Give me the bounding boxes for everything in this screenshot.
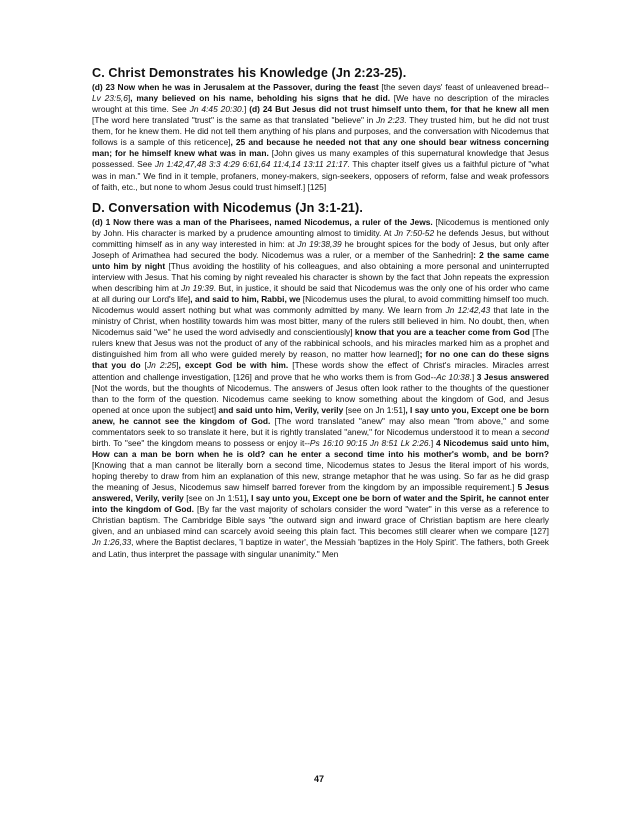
commentary-text: [The word translated "anew" may also mean "from above," and some commentators seek to so translate it here, but it is rightly translated "anew," for Nicodemus understood it to mean a [92,415,549,437]
section-heading-c: C. Christ Demonstrates his Knowledge (Jn 2:23-25). [92,66,407,80]
scripture-text: (d) 23 Now when he was in Jerusalem at the Passover, during the feast [92,82,379,92]
commentary-text: birth. To "see" the kingdom means to possess or enjoy it-- [92,437,310,448]
scripture-text: and said unto him, Verily, verily [216,404,344,415]
scripture-reference: Ac 10:38 [436,371,470,382]
commentary-text: . They trusted him, but he did not trust them, for he knew them. He did not tell them anything of his plans and purposes, and the conversation with Nicodemus that follows is a sample of this reticence] [92,115,549,148]
scripture-reference: Jn 1:42,47,48 3:3 4:29 6:61,64 11:4,14 13:11 21:17 [154,159,348,170]
commentary-text: that late in the ministry of Christ, when hostility towards him was most bitter, many of the rulers still believed in him. No doubt, then, when Nicodemus said "we" he used the word advisedly and conscientiously] [92,305,549,338]
scripture-text: , 25 and because he needed not that any one should bear witness concerning man; for he himself knew what was in man. [92,137,549,159]
section-heading-d: D. Conversation with Nicodemus (Jn 3:1-21). [92,200,363,215]
commentary-text: [see on Jn 1:51] [183,493,247,504]
scripture-text: 5 Jesus answered, Verily, verily [92,482,550,504]
commentary-text: [Nicodemus is mentioned only by John. His character is marked by a prudence amounting almost to timidity. At [92,216,549,238]
commentary-text: [By far the vast majority of scholars consider the word "water" in this verse as a reference to Christian baptism. The Cambridge Bible says "the outward sign and inward grace of Christian baptism are here clearly given, and an unbiased mind can scarcely avoid seeing this plain fact. This becomes still clearer when we compare [127] [92,504,549,537]
scripture-reference: Jn 19:38,39 [297,238,342,249]
commentary-text: he brought spices for the body of Jesus, but only after Joseph of Arimathea had secured the body. Nicodemus was a ruler, or a member of the Sanhedrin] [92,238,549,260]
commentary-text: [John gives us many examples of this supernatural knowledge that Jesus possessed. See [92,148,549,170]
scripture-reference: Jn 2:25 [146,360,177,371]
commentary-text: .] [469,371,477,382]
scripture-text: 4 Nicodemus said unto him, How can a man be born when he is old? can he enter a second time into his mother's womb, and be born? [92,437,550,459]
section-paragraph-c [92,82,549,193]
scripture-reference: Jn 19:39 [181,283,214,293]
scripture-reference: Jn 4:45 20:30 [189,104,242,115]
commentary-text: [Thus avoiding the hostility of his colleagues, and also obtaining a more personal and uninterrupted interview with Jesus. That his coming by night revealed his character is shown by the fact that John repeats the expression when describing him at [92,260,549,293]
scripture-reference: Lv 23:5,6 [92,93,128,104]
scripture-reference: second [521,426,549,437]
section-paragraph-d [92,217,549,560]
scripture-text: , I say unto you, Except one be born of water and the Spirit, he cannot enter into the kingdom of God. [92,493,549,515]
scripture-reference: Jn 2:23 [376,115,405,126]
scripture-text: (d) 24 But Jesus did not trust himself unto them, for that he knew all men [249,104,549,115]
commentary-text: [Not the words, but the thoughts of Nicodemus. The answers of Jesus often look rather to the thoughts of the questioner than to the form of the question. Nicodemus came seeking to know something about the kingdom of God, and Jesus opened at once upon the subject] [92,382,549,415]
commentary-text: . This chapter itself gives us a faithful picture of "what was in man." We find in it temple, profaners, money-makers, sign-seekers, opposers of reform, false and weak professors of faith, etc., but none to whom Jesus could trust himself.] [125] [92,159,550,192]
commentary-text: [These words show the effect of Christ's miracles. Miracles arrest attention and challenge investigation, [126] and prove that he who works them is from God-- [92,360,549,382]
commentary-text: [The rulers knew that Jesus was not the product of any of the rabbinical schools, and his miracles marked him as a prophet and distinguished him from all who were guided merely by reason, no matter how learned] [92,327,549,360]
commentary-text: ] [127,93,131,104]
scripture-reference: Jn 1:26,33 [92,537,132,548]
scripture-text: , many believed on his name, beholding his signs that he did. [130,93,391,104]
commentary-text: [the seven days' feast of unleavened bread-- [378,82,549,92]
commentary-text: .] [428,437,436,448]
scripture-text: know that you are a teacher come from God [352,327,530,338]
scripture-text: : 2 the same came unto him by night [92,249,549,271]
scripture-text: (d) 1 Now there was a man of the Pharisees, named Nicodemus, a ruler of the Jews. [92,216,433,227]
scripture-reference: Jn 7:50-52 [394,227,435,238]
scripture-text: , and said to him, Rabbi, we [190,294,301,305]
page-content [92,66,549,560]
scripture-text: ; for no one can do these signs that you do [92,349,550,371]
scripture-text: 3 Jesus answered [476,371,550,382]
commentary-text: [The word here translated "trust" is the same as that translated "believe" in [92,115,377,126]
commentary-text: [see on Jn 1:51] [343,404,406,415]
commentary-text: [We have no description of the miracles wrought at this time. See [92,93,549,115]
commentary-text: [Knowing that a man cannot be literally born a second time, Nicodemus states to Jesus the literal import of his words, hoping thereby to draw from him an explanation of this new, strange metaphor that he was using. So far as he did grasp the meaning of Jesus, Nicodemus saw himself barred forever from the kingdom by an impossible requirement.] [92,460,549,493]
commentary-text: .] [241,104,250,115]
scripture-reference: Ps 16:10 90:15 Jn 8:51 Lk 2:26 [309,437,429,448]
scripture-text: , I say unto you, Except one be born anew, he cannot see the kingdom of God. [92,404,549,426]
page-number: 47 [313,774,324,784]
scripture-text: , except God be with him. [178,360,289,371]
scripture-reference: Jn 12:42,43 [445,305,491,316]
commentary-text: . But, in justice, it should be said that Nicodemus was the only one of his order who came at all during our Lord's life] [92,283,549,305]
commentary-text: [ [140,360,147,371]
commentary-text: [Nicodemus uses the plural, to avoid committing himself too much. Nicodemus would assert nothing but what was commonly admitted by many. We learn from [92,294,549,316]
commentary-text: , where the Baptist declares, 'I baptize in water', the Messiah 'baptizes in the Holy Spirit'. The fathers, both Greek and Latin, thus interpret the passage with singular unanimity." Men [92,537,549,559]
commentary-text: he defends Jesus, but without committing himself as in any way interested in him: at [92,227,550,249]
commentary-text: ] [176,360,179,371]
